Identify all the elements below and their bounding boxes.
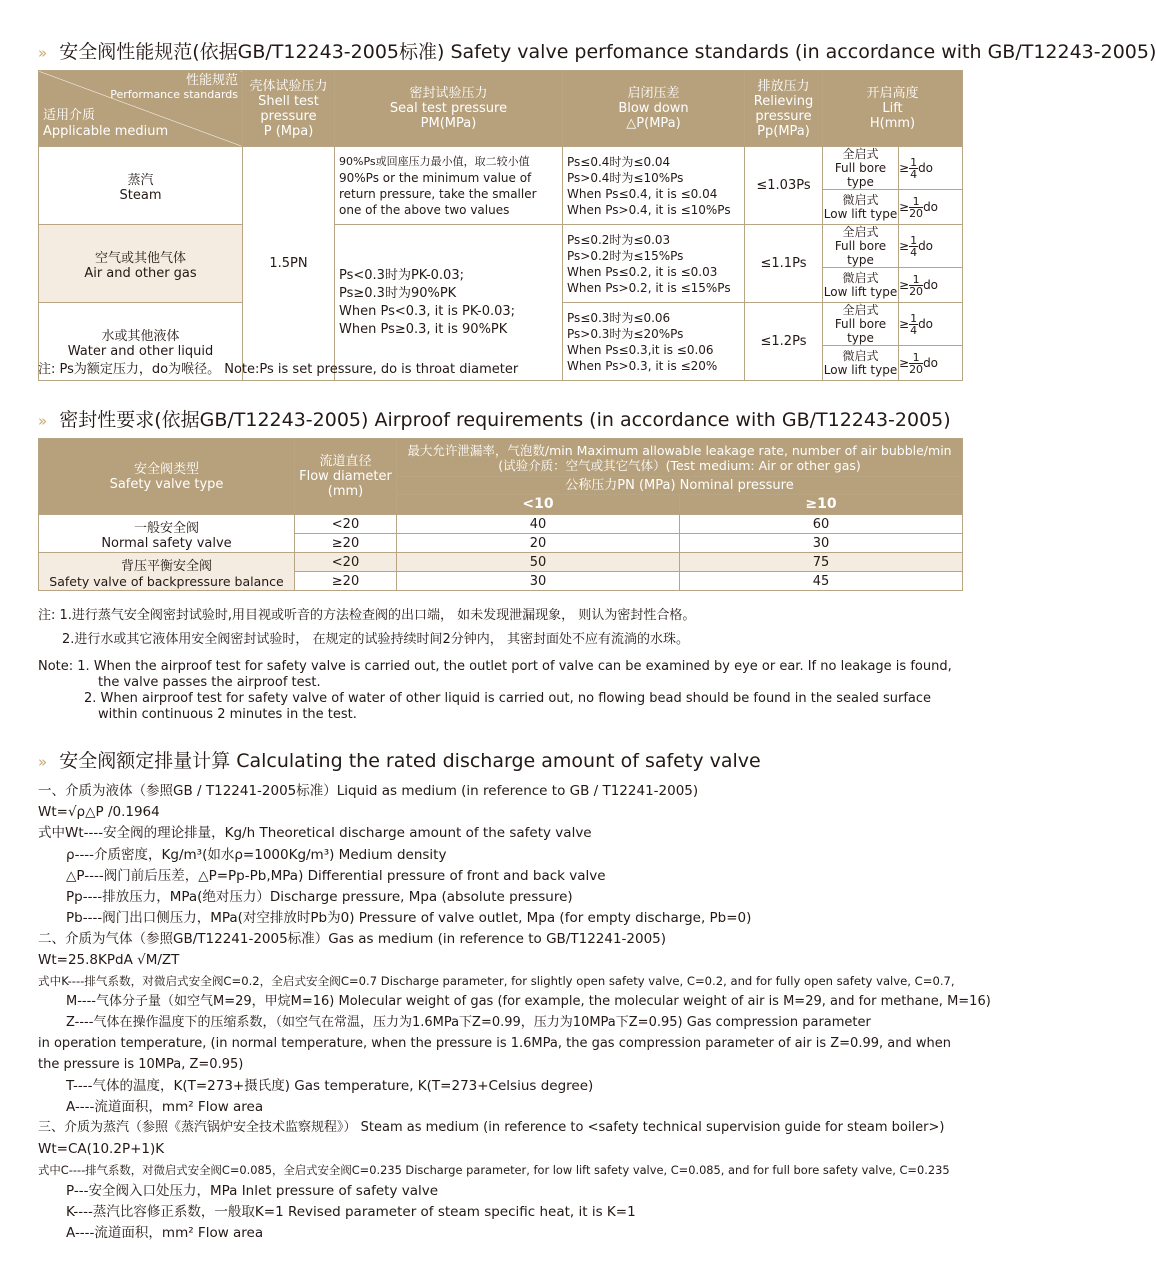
- type-backpressure: 背压平衡安全阀 Safety valve of backpressure balance: [39, 553, 295, 591]
- header-flow-diameter: 流道直径 Flow diameter (mm): [295, 439, 397, 515]
- table-cell: 50: [397, 553, 680, 572]
- table-cell: ≥20: [295, 534, 397, 553]
- lift-low-label: 微启式 Low lift type: [823, 268, 899, 303]
- section2-note-en-4: within continuous 2 minutes in the test.: [98, 707, 357, 722]
- blowdown-steam: Ps≤0.4时为≤0.04 Ps>0.4时为≤10%Ps When Ps≤0.4, it is ≤0.04 When Ps>0.4, it is ≤10%Ps: [563, 147, 745, 225]
- lift-low-label: 微启式 Low lift type: [823, 346, 899, 381]
- chevron-right-icon: »: [38, 44, 48, 62]
- header-ge10: ≥10: [680, 495, 963, 515]
- section1-title: » 安全阀性能规范(依据GB/T12243-2005标准) Safety valve perfomance standards (in accordance with GB/T12243-2005): [38, 41, 1156, 63]
- table-cell: <20: [295, 553, 397, 572]
- formula-line: K----蒸汽比容修正系数，一般取K=1 Revised parameter of steam specific heat, it is K=1: [66, 1204, 636, 1220]
- header-lift: 开启高度 Lift H(mm): [823, 71, 963, 147]
- formula-line: ρ----介质密度，Kg/m³(如水ρ=1000Kg/m³) Medium density: [66, 847, 447, 863]
- formula-line: 一、介质为液体（参照GB / T12241-2005标准）Liquid as medium (in reference to GB / T12241-2005): [38, 783, 699, 799]
- airproof-table: [38, 438, 963, 591]
- medium-water: 水或其他液体 Water and other liquid: [39, 303, 243, 381]
- formula-line: Wt=CA(10.2P+1)K: [38, 1141, 165, 1157]
- header-seal: 密封试验压力 Seal test pressure PM(MPa): [335, 71, 563, 147]
- header-shell: 壳体试验压力 Shell test pressure P (Mpa): [243, 71, 335, 147]
- header-leakage: 最大允许泄漏率，气泡数/min Maximum allowable leakage rate, number of air bubble/min (试验介质：空气或其它气体）(Test medium: Air or other gas): [397, 439, 963, 477]
- section2-note-cn-2: 2.进行水或其它液体用安全阀密封试验时， 在规定的试验持续时间2分钟内， 其密封面处不应有流淌的水珠。: [62, 632, 689, 647]
- lift-low-value: ≥ $\frac{1}{20}$ do: [899, 268, 963, 303]
- lift-low-value: ≥ $\frac{1}{20}$ do: [899, 190, 963, 225]
- section3-title: » 安全阀额定排量计算 Calculating the rated discharge amount of safety valve: [38, 750, 761, 772]
- table-cell: 45: [680, 572, 963, 591]
- relief-air: ≤1.1Ps: [745, 225, 823, 303]
- formula-line: 式中C----排气系数，对微启式安全阀C=0.085，全启式安全阀C=0.235 Discharge parameter, for low lift safety valve, C=0.085, and for full bore safety valve, C=0.235: [38, 1163, 950, 1177]
- table-cell: 60: [680, 515, 963, 534]
- section2-note-cn-1: 注: 1.进行蒸气安全阀密封试验时,用目视或听音的方法检查阀的出口端， 如未发现泄漏现象， 则认为密封性合格。: [38, 608, 696, 623]
- formula-line: P---安全阀入口处压力，MPa Inlet pressure of safety valve: [66, 1183, 439, 1199]
- table-cell: 30: [680, 534, 963, 553]
- header-valve-type: 安全阀类型 Safety valve type: [39, 439, 295, 515]
- seal-other: Ps<0.3时为PK-0.03; Ps≥0.3时为90%PK When Ps<0.3, it is PK-0.03; When Ps≥0.3, it is 90%PK: [335, 225, 563, 381]
- header-lt10: <10: [397, 495, 680, 515]
- table-cell: 75: [680, 553, 963, 572]
- lift-full-label: 全启式 Full bore type: [823, 225, 899, 268]
- section2-title: » 密封性要求(依据GB/T12243-2005) Airproof requirements (in accordance with GB/T12243-2005): [38, 409, 951, 431]
- lift-full-label: 全启式 Full bore type: [823, 147, 899, 190]
- relief-steam: ≤1.03Ps: [745, 147, 823, 225]
- medium-air: 空气或其他气体 Air and other gas: [39, 225, 243, 303]
- formula-line: 式中Wt----安全阀的理论排量，Kg/h Theoretical discharge amount of the safety valve: [38, 825, 592, 841]
- formula-line: 二、介质为气体（参照GB/T12241-2005标准）Gas as medium (in reference to GB/T12241-2005): [38, 931, 667, 947]
- performance-table: [38, 70, 963, 381]
- formula-line: the pressure is 10MPa, Z=0.95): [38, 1057, 244, 1072]
- formula-line: in operation temperature, (in normal temperature, when the pressure is 1.6MPa, the gas compression parameter of air is Z=0.99, and when: [38, 1036, 951, 1051]
- formula-line: Pp----排放压力，MPa(绝对压力）Discharge pressure, Mpa (absolute pressure): [66, 889, 573, 905]
- lift-full-value: ≥ $\frac{1}{4}$ do: [899, 225, 963, 268]
- section1-note: 注: Ps为额定压力，do为喉径。 Note:Ps is set pressure, do is throat diameter: [38, 362, 519, 377]
- table-cell: 30: [397, 572, 680, 591]
- formula-line: M----气体分子量（如空气M=29，甲烷M=16) Molecular weight of gas (for example, the molecular weight of air is M=29, and for methane, M=16): [66, 994, 991, 1009]
- section2-note-en-3: 2. When airproof test for safety valve of water of other liquid is carried out, no flowing bead should be found in the sealed surface: [84, 691, 932, 706]
- header-relieving: 排放压力 Relieving pressure Pp(MPa): [745, 71, 823, 147]
- blowdown-air: Ps≤0.2时为≤0.03 Ps>0.2时为≤15%Ps When Ps≤0.2, it is ≤0.03 When Ps>0.2, it is ≤15%Ps: [563, 225, 745, 303]
- relief-water: ≤1.2Ps: [745, 303, 823, 381]
- shell-value: 1.5PN: [243, 147, 335, 381]
- header-nominal: 公称压力PN (MPa) Nominal pressure: [397, 477, 963, 495]
- lift-full-value: ≥ $\frac{1}{4}$ do: [899, 147, 963, 190]
- lift-full-value: ≥ $\frac{1}{4}$ do: [899, 303, 963, 346]
- formula-line: Z----气体在操作温度下的压缩系数，（如空气在常温，压力为1.6MPa下Z=0.99，压力为10MPa下Z=0.95) Gas compression parameter: [66, 1015, 871, 1030]
- formula-line: 式中K----排气系数，对微启式安全阀C=0.2，全启式安全阀C=0.7 Discharge parameter, for slightly open safety valve, C=0.2, and for fully open safety valve, C=0.7,: [38, 974, 955, 988]
- table-cell: 20: [397, 534, 680, 553]
- seal-steam: 90%Ps或回座压力最小值，取二较小值 90%Ps or the minimum value of return pressure, take the smaller one of the above two values: [335, 147, 563, 225]
- lift-full-label: 全启式 Full bore type: [823, 303, 899, 346]
- header-medium-perf: 性能规范 Performance standards 适用介质 Applicable medium: [39, 71, 243, 147]
- chevron-right-icon: »: [38, 412, 48, 430]
- chevron-right-icon: »: [38, 753, 48, 771]
- lift-low-label: 微启式 Low lift type: [823, 190, 899, 225]
- formula-line: A----流道面积，mm² Flow area: [66, 1099, 264, 1115]
- type-normal: 一般安全阀 Normal safety valve: [39, 515, 295, 553]
- formula-line: Pb----阀门出口侧压力，MPa(对空排放时Pb为0) Pressure of valve outlet, Mpa (for empty discharge, Pb=0): [66, 910, 752, 926]
- section2-note-en-1: Note: 1. When the airproof test for safety valve is carried out, the outlet port of valve can be examined by eye or ear. If no leakage is found,: [38, 659, 952, 674]
- formula-line: T----气体的温度，K(T=273+摄氏度) Gas temperature, K(T=273+Celsius degree): [66, 1078, 594, 1094]
- formula-line: 三、介质为蒸汽（参照《蒸汽锅炉安全技术监察规程》） Steam as medium (in reference to <safety technical supervision guide for steam boiler>): [38, 1120, 945, 1135]
- table-cell: <20: [295, 515, 397, 534]
- medium-steam: 蒸汽 Steam: [39, 147, 243, 225]
- header-blowdown: 启闭压差 Blow down △P(MPa): [563, 71, 745, 147]
- formula-line: A----流道面积，mm² Flow area: [66, 1225, 264, 1241]
- table-cell: ≥20: [295, 572, 397, 591]
- blowdown-water: Ps≤0.3时为≤0.06 Ps>0.3时为≤20%Ps When Ps≤0.3,it is ≤0.06 When Ps>0.3, it is ≤20%: [563, 303, 745, 381]
- table-cell: 40: [397, 515, 680, 534]
- section2-note-en-2: the valve passes the airproof test.: [98, 675, 321, 690]
- formula-line: △P----阀门前后压差，△P=Pp-Pb,MPa) Differential pressure of front and back valve: [66, 868, 606, 884]
- lift-low-value: ≥ $\frac{1}{20}$ do: [899, 346, 963, 381]
- formula-line: Wt=25.8KPdA √M/ZT: [38, 952, 180, 968]
- formula-line: Wt=√ρ△P /0.1964: [38, 804, 160, 820]
